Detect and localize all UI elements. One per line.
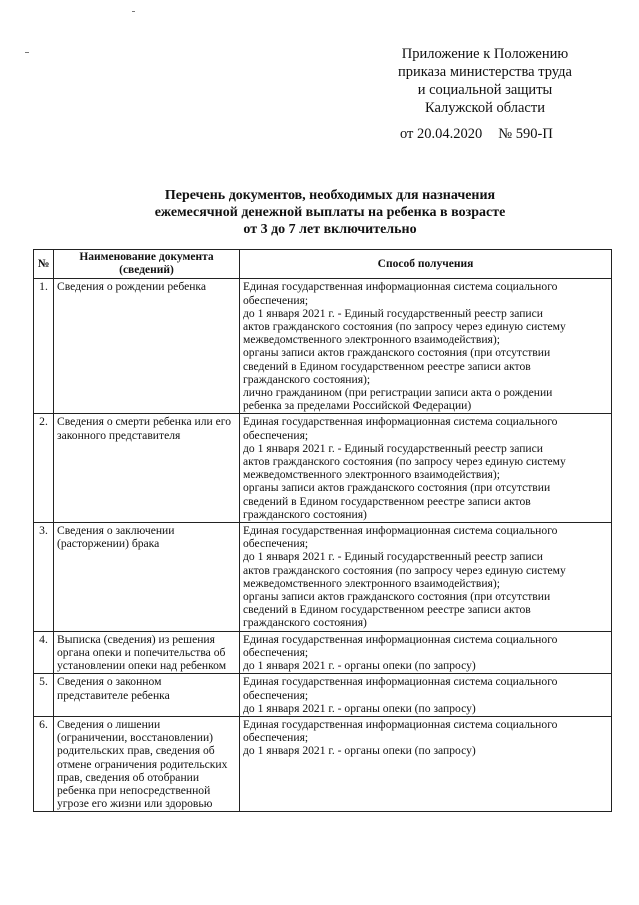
header-number: №	[34, 250, 54, 279]
method-line: органы записи актов гражданского состояния (при отсутствии	[243, 481, 551, 495]
title-line: от 3 до 7 лет включительно	[243, 222, 417, 237]
method-line: Единая государственная информационная система социального	[243, 415, 558, 429]
table-body	[34, 279, 612, 812]
document-name-line: Выписка (сведения) из решения	[57, 632, 215, 646]
method-line: межведомственного электронного взаимодействия);	[243, 576, 500, 590]
row-number: 6.	[34, 716, 54, 811]
document-name-line: органа опеки и попечительства об	[57, 645, 226, 659]
method-line: обеспечения;	[243, 293, 309, 307]
row-number: 4.	[34, 631, 54, 674]
appendix-header-line: и социальной защиты	[417, 82, 553, 98]
order-date: от 20.04.2020	[400, 126, 483, 142]
method-line: Единая государственная информационная система социального	[243, 524, 558, 538]
method-line: до 1 января 2021 г. - Единый государственный реестр записи	[243, 441, 543, 455]
method-line: обеспечения;	[243, 645, 309, 659]
document-name-line: установлении опеки над ребенком	[57, 659, 227, 673]
table-row	[34, 279, 612, 414]
scan-mark	[25, 52, 29, 53]
document-name-line: представителе ребенка	[57, 688, 170, 702]
method-line: Единая государственная информационная система социального	[243, 717, 558, 731]
appendix-header-line: Калужской области	[425, 100, 545, 116]
method-line: Единая государственная информационная система социального	[243, 280, 558, 294]
document-name-line: (расторжении) брака	[57, 537, 160, 551]
row-number: 1.	[34, 279, 54, 414]
document-name-line: угрозе его жизни или здоровью	[57, 797, 213, 811]
method-line: до 1 января 2021 г. - органы опеки (по запросу)	[243, 701, 476, 715]
row-number: 5.	[34, 674, 54, 717]
method-cell	[240, 674, 612, 717]
row-number: 2.	[34, 414, 54, 523]
document-title	[120, 187, 540, 238]
document-name-line: ребенка при непосредственной	[57, 783, 211, 797]
method-line: актов гражданского состояния (по запросу через единую систему	[243, 320, 566, 334]
appendix-header	[380, 45, 590, 117]
document-name-cell	[54, 631, 240, 674]
table-row	[34, 674, 612, 717]
table-row	[34, 631, 612, 674]
document-name-line: отмене ограничения родительских	[57, 757, 228, 771]
document-name-cell	[54, 523, 240, 632]
method-line: обеспечения;	[243, 731, 309, 745]
method-line: гражданского состояния)	[243, 507, 367, 521]
method-cell	[240, 523, 612, 632]
method-line: сведений в Едином государственном реестре записи актов	[243, 494, 531, 508]
scan-mark	[132, 11, 135, 12]
document-name-line: Сведения о смерти ребенка или его	[57, 415, 231, 429]
method-cell	[240, 716, 612, 811]
method-line: до 1 января 2021 г. - Единый государственный реестр записи	[243, 306, 543, 320]
method-line: сведений в Едином государственном реестре записи актов	[243, 603, 531, 617]
document-name-line: законного представителя	[57, 428, 181, 442]
method-line: до 1 января 2021 г. - органы опеки (по запросу)	[243, 659, 476, 673]
header-name-line: (сведений)	[119, 264, 174, 277]
method-line: Единая государственная информационная система социального	[243, 632, 558, 646]
document-name-line: Сведения о лишении	[57, 717, 161, 731]
document-name-cell	[54, 414, 240, 523]
appendix-header-line: приказа министерства труда	[398, 64, 572, 80]
document-name-line: Сведения о законном	[57, 675, 162, 689]
method-line: ребенка за пределами Российской Федерации)	[243, 399, 472, 413]
document-name-line: (ограничении, восстановлении)	[57, 731, 214, 745]
row-number: 3.	[34, 523, 54, 632]
method-line: актов гражданского состояния (по запросу через единую систему	[243, 563, 566, 577]
method-line: обеспечения;	[243, 428, 309, 442]
document-name-line: прав, сведения об отобрании	[57, 770, 200, 784]
method-line: до 1 января 2021 г. - Единый государственный реестр записи	[243, 550, 543, 564]
method-line: лично гражданином (при регистрации записи акта о рождении	[243, 386, 553, 400]
table-row	[34, 716, 612, 811]
documents-table	[33, 249, 612, 812]
document-name-line: Сведения о рождении ребенка	[57, 280, 207, 294]
table-row	[34, 523, 612, 632]
method-line: органы записи актов гражданского состояния (при отсутствии	[243, 590, 551, 604]
document-name-line: Сведения о заключении	[57, 524, 175, 538]
document-name-cell	[54, 279, 240, 414]
method-cell	[240, 414, 612, 523]
title-line: ежемесячной денежной выплаты на ребенка в возрасте	[154, 205, 506, 220]
method-line: до 1 января 2021 г. - органы опеки (по запросу)	[243, 744, 476, 758]
method-line: обеспечения;	[243, 537, 309, 551]
document-name-line: родительских прав, сведения об	[57, 744, 215, 758]
table-header-row	[34, 250, 612, 279]
method-line: органы записи актов гражданского состояния (при отсутствии	[243, 346, 551, 360]
method-line: Единая государственная информационная система социального	[243, 675, 558, 689]
appendix-header-line: Приложение к Положению	[401, 46, 569, 62]
method-line: сведений в Едином государственном реестре записи актов	[243, 359, 531, 373]
method-line: обеспечения;	[243, 688, 309, 702]
header-document-name	[54, 250, 240, 279]
order-reference	[400, 126, 600, 143]
method-line: актов гражданского состояния (по запросу через единую систему	[243, 455, 566, 469]
order-number: № 590-П	[498, 126, 553, 142]
table-row	[34, 414, 612, 523]
title-line: Перечень документов, необходимых для назначения	[164, 188, 496, 203]
document-name-cell	[54, 674, 240, 717]
method-line: межведомственного электронного взаимодействия);	[243, 468, 500, 482]
method-cell	[240, 631, 612, 674]
method-line: гражданского состояния);	[243, 372, 371, 386]
method-cell	[240, 279, 612, 414]
method-line: гражданского состояния)	[243, 616, 367, 630]
header-name-line: Наименование документа	[79, 251, 214, 263]
method-line: межведомственного электронного взаимодействия);	[243, 333, 500, 347]
header-method: Способ получения	[240, 250, 612, 279]
document-name-cell	[54, 716, 240, 811]
